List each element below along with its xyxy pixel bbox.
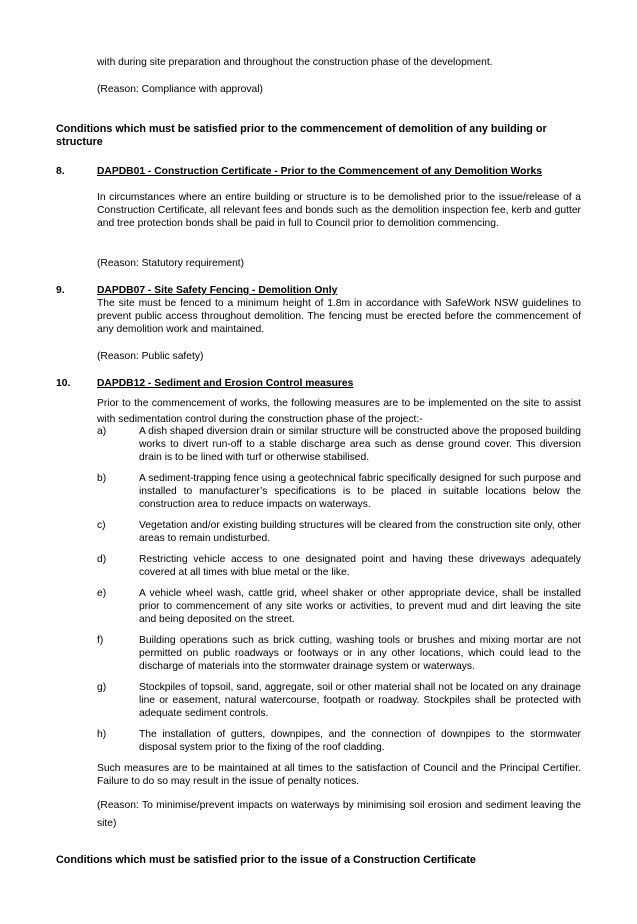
- list-item-text: Stockpiles of topsoil, sand, aggregate, soil or other material shall not be located on any drainage line or easement, natural watercourse, footpath or roadway. Stockpiles shall be protected with adequate sediment controls.: [139, 682, 581, 719]
- condition-number-8: 8.: [56, 166, 65, 177]
- list-item-label: c): [97, 520, 106, 531]
- list-item-label: a): [97, 426, 107, 437]
- condition-body-10: Prior to the commencement of works, the following measures are to be implemented on the site to assist with sedimentation control during the construction phase of the project:-: [97, 398, 581, 425]
- condition-closing-10: Such measures are to be maintained at all times to the satisfaction of Council and the Principal Certifier. Failure to do so may result in the issue of penalty notices.: [97, 763, 581, 787]
- condition-body-8: In circumstances where an entire building or structure is to be demolished prior to the issue/release of a Construction Certificate, all relevant fees and bonds such as the demolition inspection fee, kerb and gutter and tree protection bonds shall be paid in full to Council prior to demolition commencing.: [97, 192, 581, 229]
- list-item-label: e): [97, 588, 107, 599]
- list-item-text: Restricting vehicle access to one designated point and having these driveways adequately covered at all times with blue metal or the like.: [139, 554, 581, 578]
- condition-reason-8: (Reason: Statutory requirement): [97, 258, 245, 269]
- list-item-label: h): [97, 729, 107, 740]
- list-item-text: A dish shaped diversion drain or similar structure will be constructed above the proposed building works to divert run-off to a stable discharge area such as dense ground cover. This diversion drain is to be lined with turf or otherwise stabilised.: [139, 426, 581, 463]
- intro-line: with during site preparation and throughout the construction phase of the development.: [97, 57, 493, 68]
- condition-number-9: 9.: [56, 285, 65, 296]
- condition-reason-10: (Reason: To minimise/prevent impacts on waterways by minimising soil erosion and sediment leaving the site): [97, 800, 581, 829]
- condition-title-10: DAPDB12 - Sediment and Erosion Control measures: [97, 378, 354, 389]
- list-item-text: Building operations such as brick cutting, washing tools or brushes and mixing mortar are not permitted on public roadways or footways or in any other locations, which could lead to the discharge of materials into the stormwater drainage system or waterways.: [139, 635, 581, 672]
- section-heading-construction-certificate: Conditions which must be satisfied prior to the issue of a Construction Certificate: [56, 854, 476, 866]
- list-item-label: b): [97, 473, 107, 484]
- list-item-text: The installation of gutters, downpipes, and the connection of downpipes to the stormwater disposal system prior to the fixing of the roof cladding.: [139, 729, 581, 753]
- condition-title-9: DAPDB07 - Site Safety Fencing - Demolition Only: [97, 285, 338, 296]
- condition-number-10: 10.: [56, 378, 71, 389]
- condition-title-8: DAPDB01 - Construction Certificate - Prior to the Commencement of any Demolition Works: [97, 166, 542, 177]
- section-heading-demolition: Conditions which must be satisfied prior to the commencement of demolition of any building or structure: [56, 123, 547, 148]
- list-item-label: f): [97, 635, 104, 646]
- condition-reason-9: (Reason: Public safety): [97, 351, 204, 362]
- list-item-text: A sediment-trapping fence using a geotechnical fabric specifically designed for such purpose and installed to manufacturer’s specifications is to be placed in suitable locations below the construction area to reduce impacts on waterways.: [139, 473, 581, 510]
- list-item-label: g): [97, 682, 107, 693]
- list-item-text: Vegetation and/or existing building structures will be cleared from the construction site only, other areas to remain undisturbed.: [139, 520, 581, 544]
- list-item-text: A vehicle wheel wash, cattle grid, wheel shaker or other appropriate device, shall be installed prior to commencement of any site works or activities, to prevent mud and dirt leaving the site and being deposited on the street.: [139, 588, 581, 625]
- condition-body-9: The site must be fenced to a minimum height of 1.8m in accordance with SafeWork NSW guidelines to prevent public access throughout demolition. The fencing must be erected before the commencement of any demolition work and maintained.: [97, 298, 581, 335]
- list-item-label: d): [97, 554, 107, 565]
- intro-reason: (Reason: Compliance with approval): [97, 84, 263, 95]
